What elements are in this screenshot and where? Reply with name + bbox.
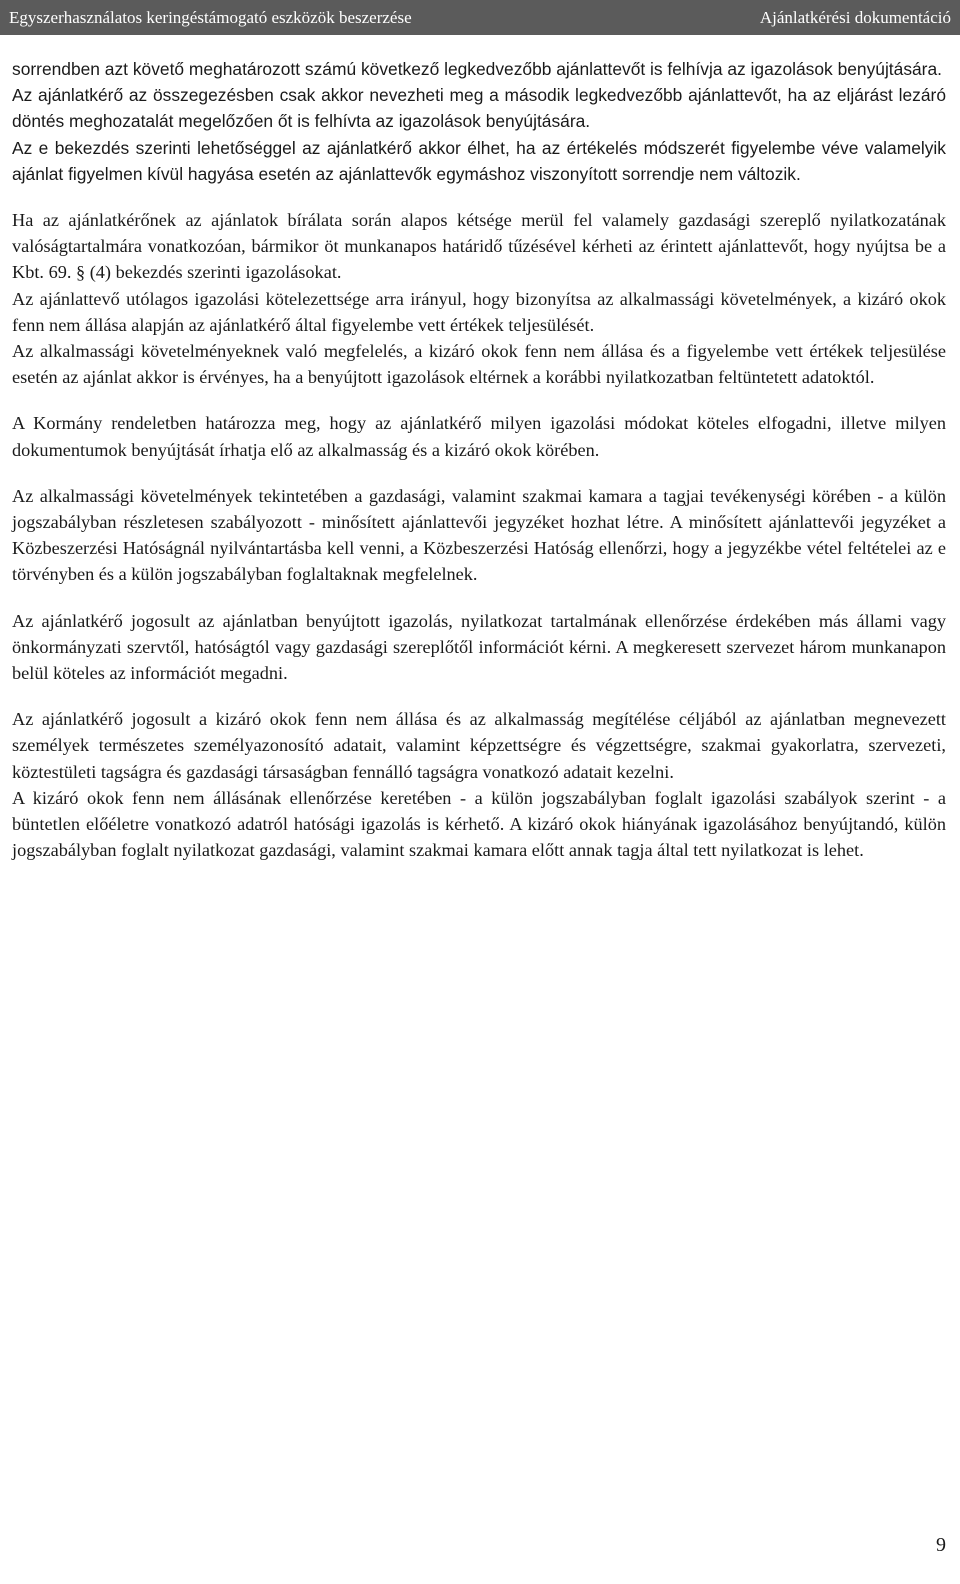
paragraph: Az ajánlatkérő jogosult az ajánlatban benyújtott igazolás, nyilatkozat tartalmának ellenőrzése érdekében más állami vagy önkormányzati szervtől, hatóságtól vagy gazdasági szereplőtől információt kérni. A megkeresett szervezet három munkanapon belül köteles az információt megadni. xyxy=(12,610,946,684)
header-title: Egyszerhasználatos keringéstámogató eszközök beszerzése xyxy=(9,8,412,27)
document-body xyxy=(12,56,946,863)
paragraph: Ha az ajánlatkérőnek az ajánlatok bírálata során alapos kétsége merül fel valamely gazdasági szereplő nyilatkozatának valóságtartalmára vonatkozóan, bármikor öt munkanapos határidő tűzésével kérheti az érintett ajánlattevőt, hogy nyújtsa be a Kbt. 69. § (4) bekezdés szerinti igazolásokat. xyxy=(12,210,946,283)
paragraph: Az ajánlatkérő az összegezésben csak akkor nevezheti meg a második legkedvezőbb ajánlattevőt, ha az eljárást lezáró döntés meghozatalát megelőzően őt is felhívta az igazolások benyújtására. xyxy=(12,85,946,132)
paragraph: A kizáró okok fenn nem állásának ellenőrzése keretében - a külön jogszabályban foglalt igazolási szabályok szerint - a büntetlen előéletre vonatkozó adatról hatósági igazolás is kérhető. A kizáró okok hiányának igazolásához benyújtandó, külön jogszabályban foglalt nyilatkozat gazdasági, valamint szakmai kamara előtt annak tagja által tett nyilatkozat is lehet. xyxy=(12,787,946,861)
paragraph: A Kormány rendeletben határozza meg, hogy az ajánlatkérő milyen igazolási módokat köteles elfogadni, illetve milyen dokumentumok benyújtását írhatja elő az alkalmasság és a kizáró okok körében. xyxy=(12,413,946,460)
paragraph: Az ajánlatkérő jogosult a kizáró okok fenn nem állása és az alkalmasság megítélése céljából az ajánlatban megnevezett személyek természetes személyazonosító adatait, valamint képzettségre és végzettségre, szakmai gyakorlatra, szervezeti, köztestületi tagságra és gazdasági társaságban fennálló tagságra vonatkozó adatait kezelni. xyxy=(12,709,946,782)
paragraph: Az alkalmassági követelmények tekintetében a gazdasági, valamint szakmai kamara a tagjai tevékenységi körében - a külön jogszabályban részletesen szabályozott - minősített ajánlattevői jegyzéket hozhat létre. A minősített ajánlattevői jegyzéket a Közbeszerzési Hatóságnál nyilvántartásba kell venni, a Közbeszerzési Hatóság ellenőrzi, hogy a jegyzékbe vétel feltételei az e törvényben és a külön jogszabályban foglaltaknak megfelelnek. xyxy=(12,485,946,585)
header-document-type: Ajánlatkérési dokumentáció xyxy=(759,8,951,27)
paragraph: sorrendben azt követő meghatározott számú következő legkedvezőbb ajánlattevőt is felhívja az igazolások benyújtására. xyxy=(12,59,942,79)
paragraph: Az alkalmassági követelményeknek való megfelelés, a kizáró okok fenn nem állása és a figyelembe vett értékek teljesülése esetén az ajánlat akkor is érvényes, ha a benyújtott igazolások eltérnek a korábbi nyilatkozatban feltüntetett adatoktól. xyxy=(12,341,946,388)
page-number: 9 xyxy=(936,1534,946,1556)
paragraph: Az ajánlattevő utólagos igazolási kötelezettsége arra irányul, hogy bizonyítsa az alkalmassági követelmények, a kizáró okok fenn nem állása alapján az ajánlatkérő által figyelembe vett értékek teljesülését. xyxy=(12,288,946,335)
document-header xyxy=(0,0,960,35)
paragraph: Az e bekezdés szerinti lehetőséggel az ajánlatkérő akkor élhet, ha az értékelés módszerét figyelembe véve valamelyik ajánlat figyelmen kívül hagyása esetén az ajánlattevők egymáshoz viszonyított sorrendje nem változik. xyxy=(12,137,946,184)
